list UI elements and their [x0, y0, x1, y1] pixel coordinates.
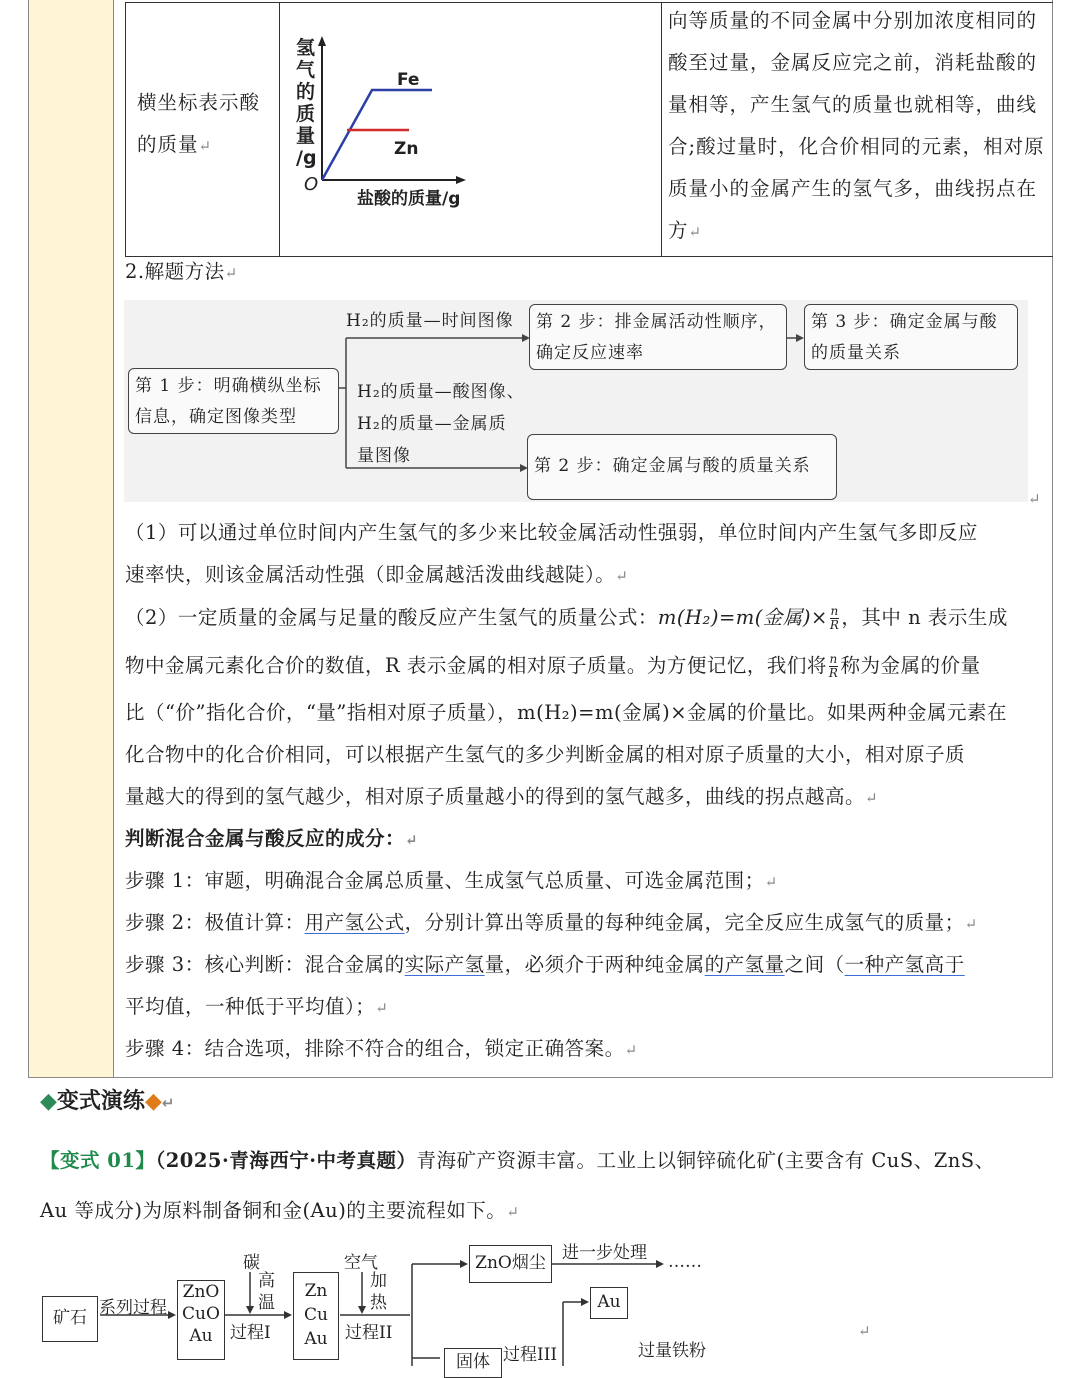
flow-branch-top: H₂的质量—时间图像 [346, 311, 514, 331]
right-line-3: 量相等，产生氢气的质量也就相等，曲线 [668, 93, 1038, 116]
process-ore-box: 矿石 [42, 1296, 98, 1342]
left-margin-band [28, 0, 114, 1078]
process-solid-box: 固体 [444, 1348, 502, 1378]
process-box-metals: Zn Cu Au [293, 1272, 339, 1360]
chart-y-label-5: 量 [296, 125, 316, 147]
process-step-2: 过程II [345, 1323, 393, 1343]
step-3: 步骤 3：核心判断：混合金属的实际产氢量，必须介于两种纯金属的产氢量之间（一种产氢高于 [125, 953, 965, 976]
step-1: 步骤 1：审题，明确混合金属总质量、生成氢气总质量、可选金属范围；↵ [125, 869, 778, 892]
chart-y-label-4: 质 [296, 103, 316, 125]
fraction-n-over-r: $\frac{n}{R}$ [829, 604, 840, 632]
question-line-1: 【变式 01】（2025·青海西宁·中考真题）青海矿产资源丰富。工业上以铜锌硫化矿(主要含有 CuS、ZnS、 [40, 1149, 995, 1172]
para-1a: （1）可以通过单位时间内产生氢气的多少来比较金属活动性强弱，单位时间内产生氢气多即反应 [125, 521, 978, 544]
para-2e: 量越大的得到的氢气越少，相对原子质量越小的得到的氢气越多，曲线的拐点越高。↵ [125, 785, 879, 808]
process-further: 进一步处理 [562, 1243, 647, 1263]
chart-y-label-1: 氢 [296, 37, 316, 59]
hydrogen-acid-chart [282, 30, 492, 220]
flow-branch-mid: H₂的质量—酸图像、 H₂的质量—金属质 量图像 [357, 382, 525, 466]
para-2c: 比（“价”指化合价，“量”指相对原子质量），m(H₂)=m(金属)×金属的价量比。如果两种金属元素在 [125, 701, 1008, 724]
right-line-5: 质量小的金属产生的氢气多，曲线拐点在 [668, 177, 1038, 200]
fraction-n-over-r-2: $\frac{n}{R}$ [828, 652, 839, 680]
process-return-mark: ↵ [858, 1322, 871, 1340]
process-series-label: 系列过程 [99, 1298, 167, 1318]
chart-y-arrow [318, 36, 326, 46]
process-carbon: 碳 [243, 1253, 260, 1273]
process-air: 空气 [344, 1253, 378, 1273]
step-2: 步骤 2：极值计算：用产氢公式，分别计算出等质量的每种纯金属，完全反应生成氢气的质量；↵ [125, 911, 978, 934]
process-box-oxides: ZnO CuO Au [177, 1280, 225, 1360]
right-line-6: 方↵ [668, 219, 703, 242]
para-2d: 化合物中的化合价相同，可以根据产生氢气的多少判断金属的相对原子质量的大小，相对原子质 [125, 743, 966, 766]
method-title: 2.解题方法↵ [125, 260, 238, 283]
chart-y-label-2: 气 [296, 59, 316, 81]
chart-origin: O [304, 174, 319, 195]
step-4: 步骤 4：结合选项，排除不符合的组合，锁定正确答案。↵ [125, 1037, 638, 1060]
process-au-box: Au [590, 1287, 628, 1319]
chart-line-fe [322, 90, 432, 180]
process-high-temp: 高 温 [258, 1271, 275, 1313]
flow-step3-box: 第 3 步：确定金属与酸 的质量关系 [804, 304, 1018, 370]
chart-y-label-6: /g [296, 147, 317, 169]
right-line-2: 酸至过量，金属反应完之前，消耗盐酸的 [668, 51, 1038, 74]
para-1b: 速率快，则该金属活动性强（即金属越活泼曲线越陡）。↵ [125, 563, 629, 586]
right-line-1: 向等质量的不同金属中分别加浓度相同的 [668, 9, 1038, 32]
right-line-4: 合;酸过量时，化合价相同的元素，相对原 [668, 135, 1045, 158]
para-2b: 物中金属元素化合价的数值，R 表示金属的相对原子质量。为方便记忆，我们将 $\frac{n}{R}$ 称为金属的价量 [125, 652, 981, 680]
process-heat: 加 热 [370, 1271, 387, 1313]
flow-step2a-box: 第 2 步：排金属活动性顺序， 确定反应速率 [529, 304, 787, 370]
question-line-2: Au 等成分)为原料制备铜和金(Au)的主要流程如下。↵ [40, 1199, 520, 1222]
judge-heading: 判断混合金属与酸反应的成分：↵ [125, 827, 419, 850]
section-heading: ◆变式演练◆↵ [40, 1089, 175, 1114]
process-ellipsis: …… [668, 1252, 702, 1272]
chart-x-arrow [456, 176, 466, 184]
left-cell-text: 横坐标表示酸的质量↵ [137, 91, 261, 156]
chart-label-zn: Zn [394, 139, 419, 159]
step-3-continued: 平均值，一种低于平均值）；↵ [125, 995, 389, 1018]
process-iron-powder: 过量铁粉 [638, 1341, 706, 1361]
flow-return-mark: ↵ [1028, 490, 1041, 508]
right-cell-text [668, 0, 1052, 255]
process-zno-dust-box: ZnO烟尘 [469, 1245, 552, 1283]
chart-y-label-3: 的 [296, 81, 316, 103]
para-2a: （2）一定质量的金属与足量的酸反应产生氢气的质量公式：m(H₂)=m(金属)× $\frac{n}{R}$ ，其中 n 表示生成 [125, 604, 1008, 632]
flow-step1-box: 第 1 步：明确横纵坐标 信息，确定图像类型 [128, 368, 339, 434]
flow-step2b-box: 第 2 步：确定金属与酸的质量关系 [527, 434, 837, 500]
chart-x-label: 盐酸的质量/g [357, 189, 461, 209]
process-step-3: 过程III [503, 1345, 558, 1365]
process-step-1: 过程I [230, 1323, 271, 1343]
chart-label-fe: Fe [397, 70, 420, 90]
